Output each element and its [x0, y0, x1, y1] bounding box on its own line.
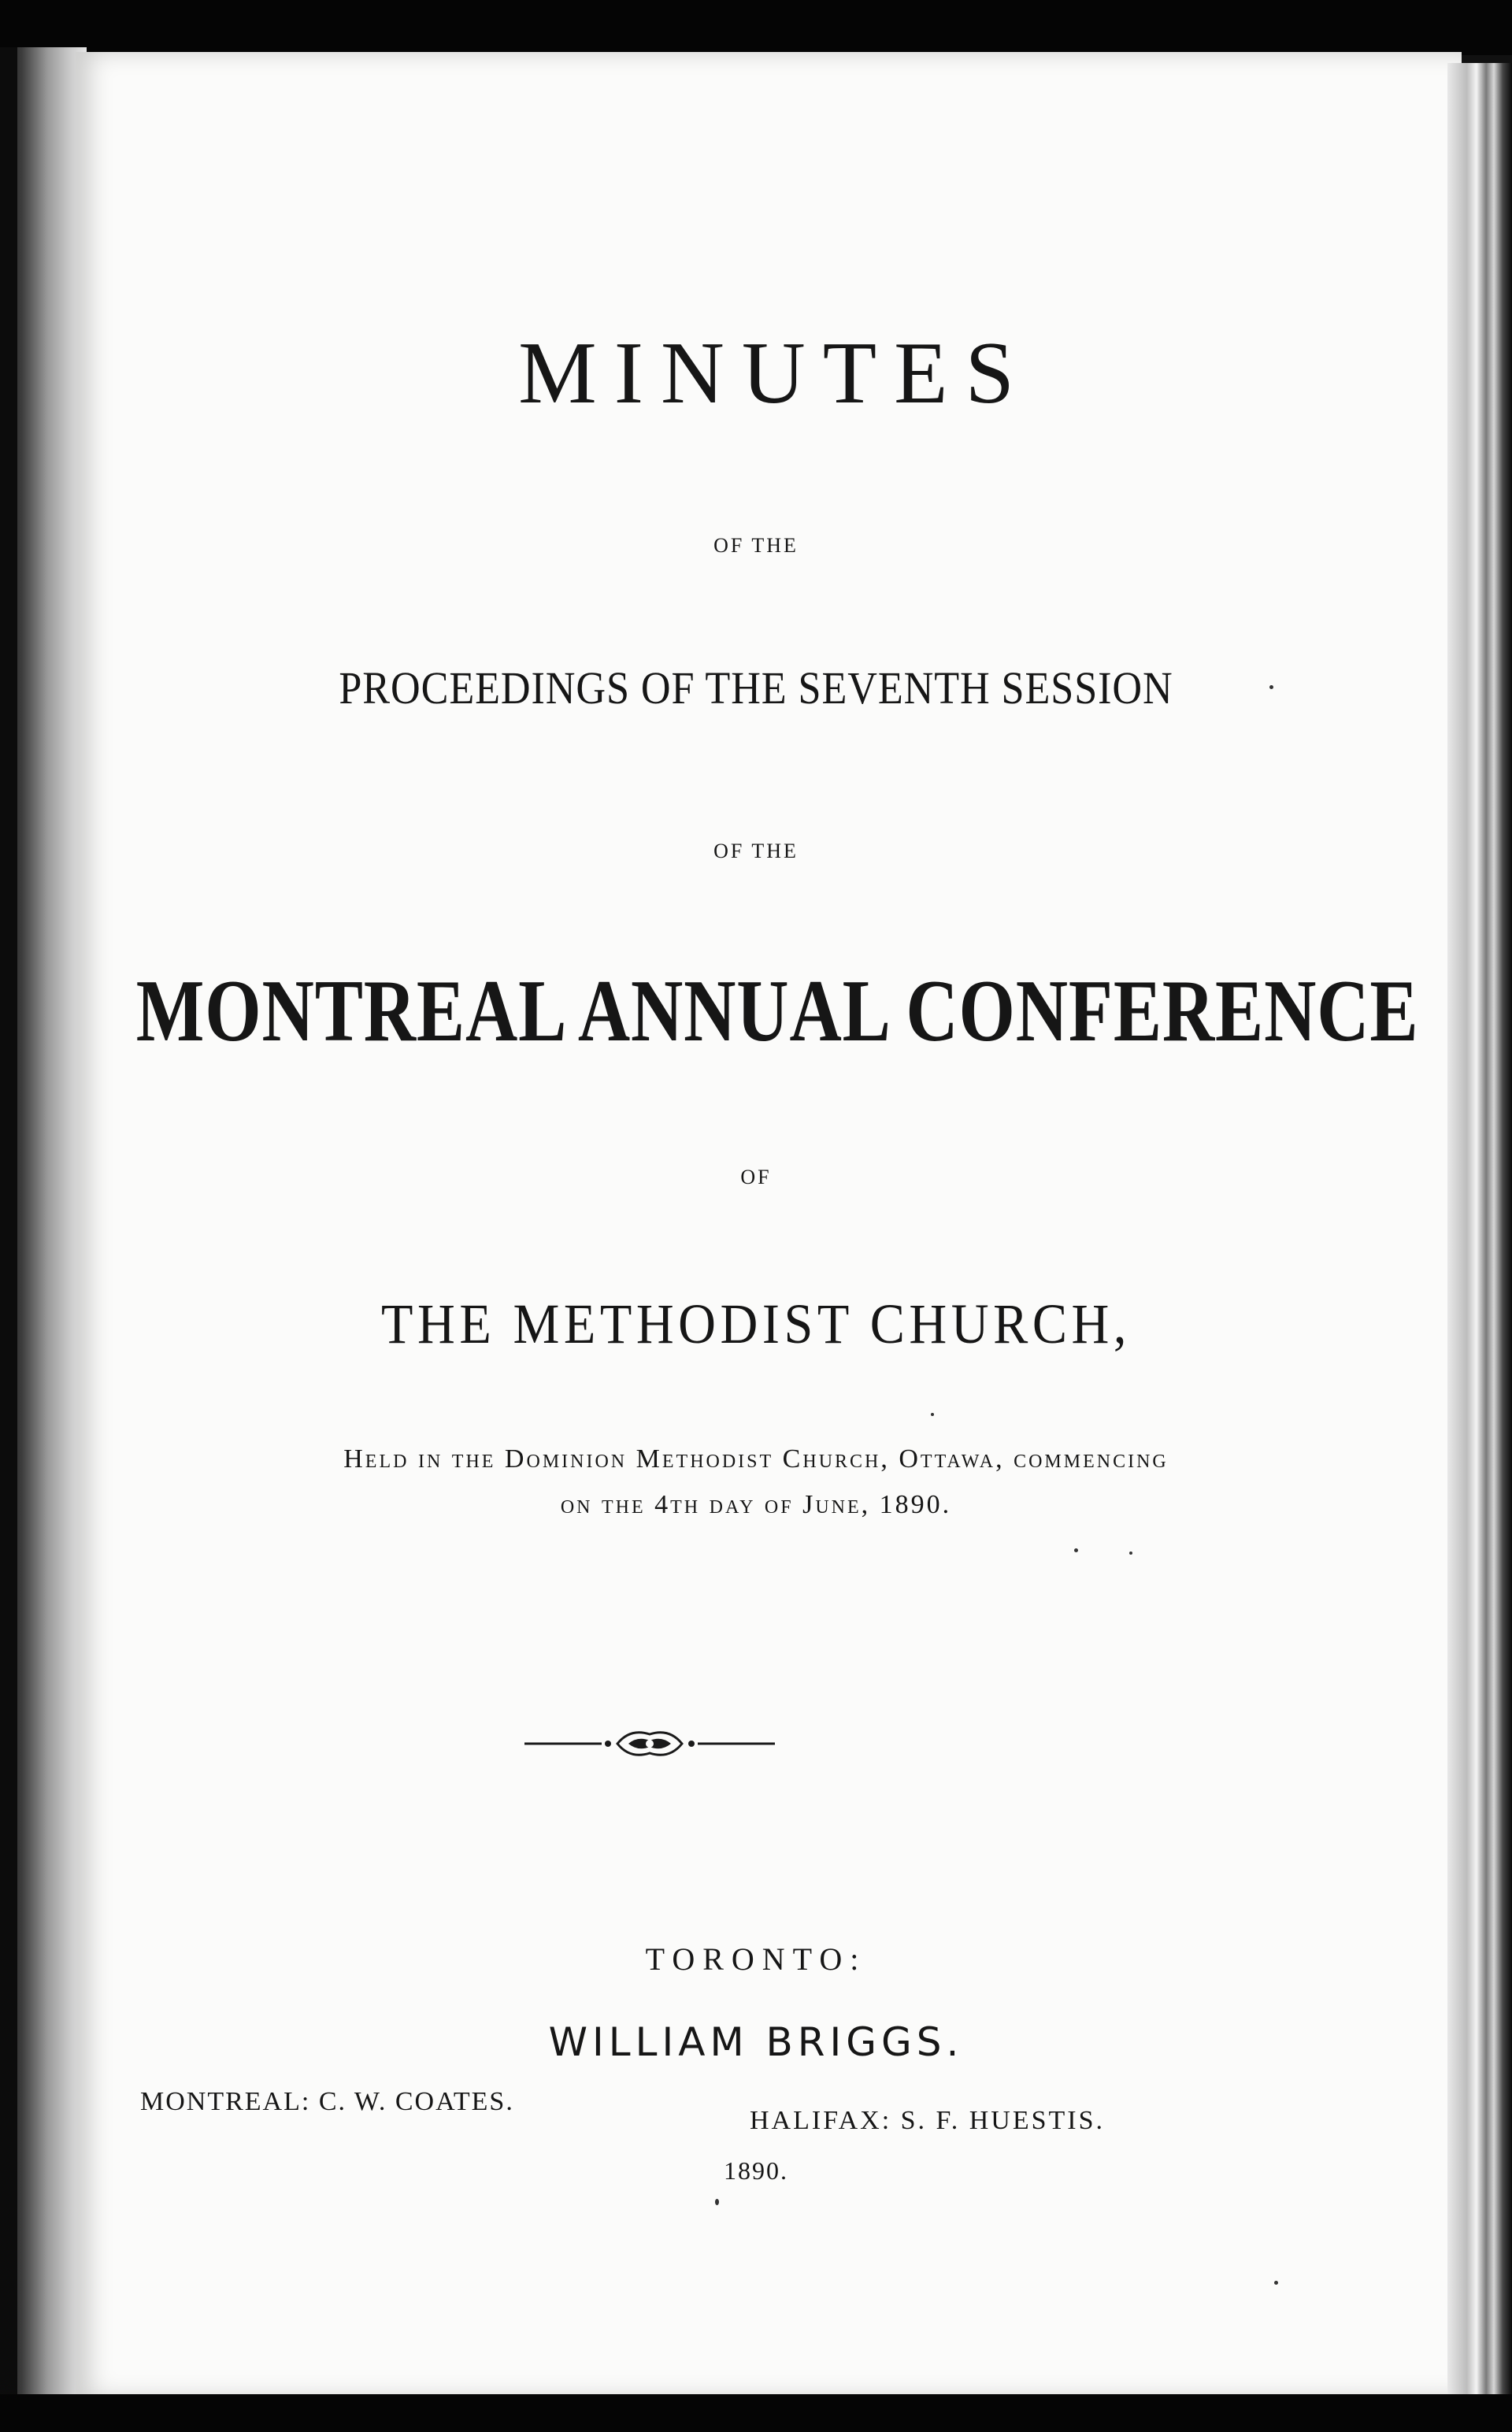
- session-details-line-2: on the 4th day of June, 1890.: [560, 1490, 952, 1519]
- paper-speck: [1129, 1552, 1132, 1555]
- document-title: MINUTES: [518, 324, 1032, 422]
- imprint-halifax: HALIFAX: S. F. HUESTIS.: [750, 2106, 1106, 2135]
- paper-speck: [1269, 685, 1273, 689]
- publication-year: 1890.: [724, 2156, 788, 2185]
- session-details-line-1: Held in the Dominion Methodist Church, Ottawa, commencing: [343, 1444, 1169, 1474]
- scan-bottom-border: [0, 2394, 1512, 2432]
- connector-of-the: OF THE: [713, 534, 799, 557]
- paper-speck: [715, 2199, 719, 2205]
- decorative-rule-ornament-icon: [520, 1722, 780, 1766]
- connector-of: OF: [740, 1166, 772, 1188]
- session-details: [0, 1437, 1512, 1528]
- imprint-montreal: MONTREAL: C. W. COATES.: [140, 2087, 514, 2116]
- paper-speck: [1274, 2281, 1278, 2285]
- proceedings-heading: PROCEEDINGS OF THE SEVENTH SESSION: [339, 662, 1173, 714]
- church-heading: THE METHODIST CHURCH,: [381, 1292, 1131, 1355]
- conference-heading: MONTREAL ANNUAL CONFERENCE: [135, 962, 1419, 1060]
- scan-top-border: [0, 0, 1512, 55]
- paper-speck: [931, 1413, 934, 1416]
- publication-city: TORONTO:: [645, 1941, 867, 1977]
- publisher-name: WILLIAM BRIGGS.: [548, 2019, 964, 2065]
- paper-speck: [1074, 1548, 1078, 1552]
- connector-of-the-second: OF THE: [713, 840, 799, 862]
